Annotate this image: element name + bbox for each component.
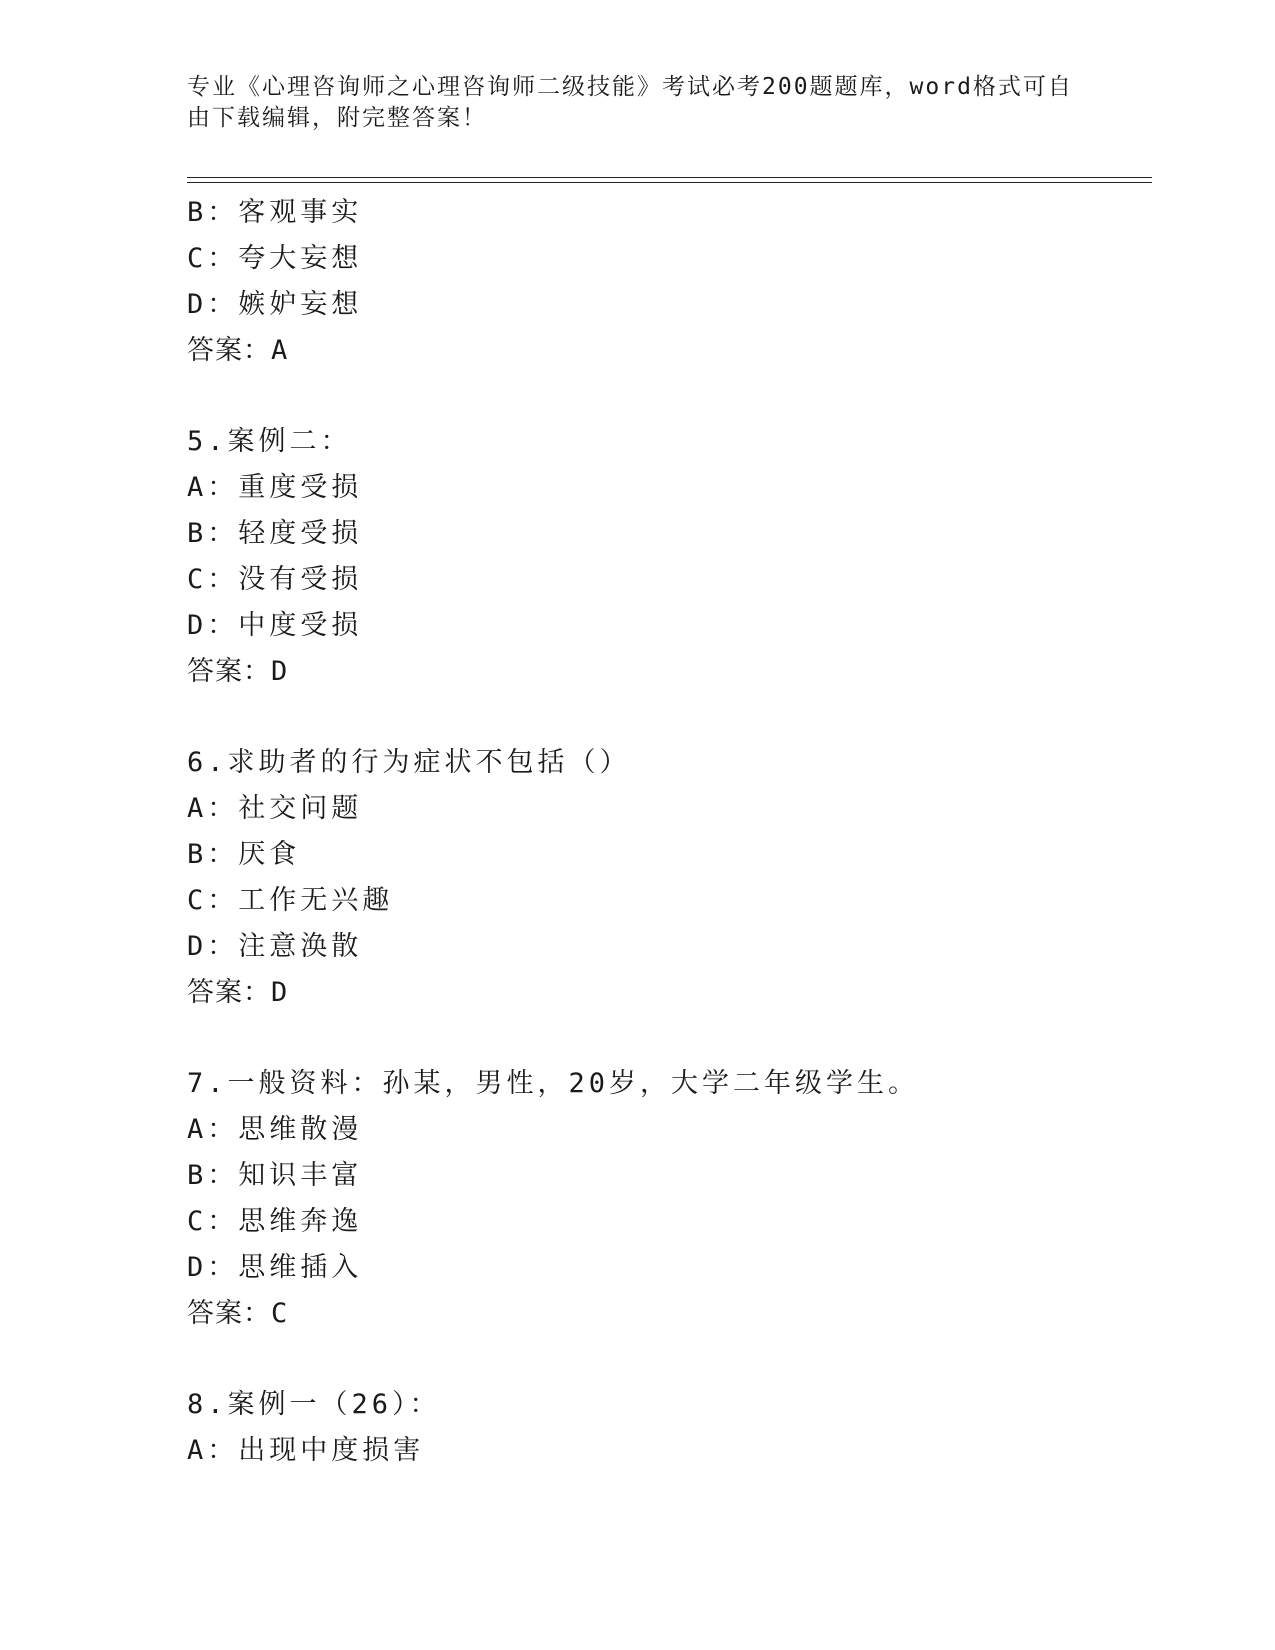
answer-line bbox=[187, 328, 1147, 374]
document-header bbox=[187, 72, 1087, 134]
option-b: B：客观事实 bbox=[187, 197, 363, 228]
option-b: B：厌食 bbox=[187, 839, 301, 870]
answer-label: 答案： bbox=[187, 335, 271, 366]
option-c: C：思维奔逸 bbox=[187, 1206, 363, 1237]
option-c: C：没有受损 bbox=[187, 564, 363, 595]
answer-line bbox=[187, 649, 1147, 695]
question-block-8 bbox=[187, 1382, 1147, 1474]
answer-value: C bbox=[271, 1298, 289, 1329]
option-a: A：出现中度损害 bbox=[187, 1435, 425, 1466]
question-block-partial bbox=[187, 190, 1147, 374]
answer-value: D bbox=[271, 656, 289, 687]
option-a: A：社交问题 bbox=[187, 793, 363, 824]
question-list bbox=[187, 190, 1147, 1474]
option-d: D：中度受损 bbox=[187, 610, 363, 641]
question-stem: 8.案例一（26）： bbox=[187, 1389, 441, 1420]
answer-label: 答案： bbox=[187, 1298, 271, 1329]
option-d: D：思维插入 bbox=[187, 1252, 363, 1283]
option-b: B：知识丰富 bbox=[187, 1160, 363, 1191]
question-block-6 bbox=[187, 740, 1147, 1016]
option-a: A：重度受损 bbox=[187, 472, 363, 503]
answer-line bbox=[187, 1291, 1147, 1337]
answer-label: 答案： bbox=[187, 977, 271, 1008]
option-b: B：轻度受损 bbox=[187, 518, 363, 549]
header-rule-top bbox=[187, 177, 1152, 178]
option-c: C：夸大妄想 bbox=[187, 243, 363, 274]
option-a: A：思维散漫 bbox=[187, 1114, 363, 1145]
question-block-5 bbox=[187, 419, 1147, 695]
question-stem: 6.求助者的行为症状不包括（） bbox=[187, 747, 631, 778]
header-line-2: 由下载编辑，附完整答案！ bbox=[187, 105, 487, 131]
header-line-1: 专业《心理咨询师之心理咨询师二级技能》考试必考200题题库，word格式可自 bbox=[187, 74, 1073, 100]
option-c: C：工作无兴趣 bbox=[187, 885, 394, 916]
answer-label: 答案： bbox=[187, 656, 271, 687]
header-rule-bottom bbox=[187, 182, 1152, 183]
question-block-7 bbox=[187, 1061, 1147, 1337]
option-d: D：注意涣散 bbox=[187, 931, 363, 962]
answer-value: A bbox=[271, 335, 289, 366]
question-stem: 7.一般资料：孙某，男性，20岁，大学二年级学生。 bbox=[187, 1068, 920, 1099]
answer-line bbox=[187, 970, 1147, 1016]
option-d: D：嫉妒妄想 bbox=[187, 289, 363, 320]
answer-value: D bbox=[271, 977, 289, 1008]
question-stem: 5.案例二： bbox=[187, 426, 352, 457]
